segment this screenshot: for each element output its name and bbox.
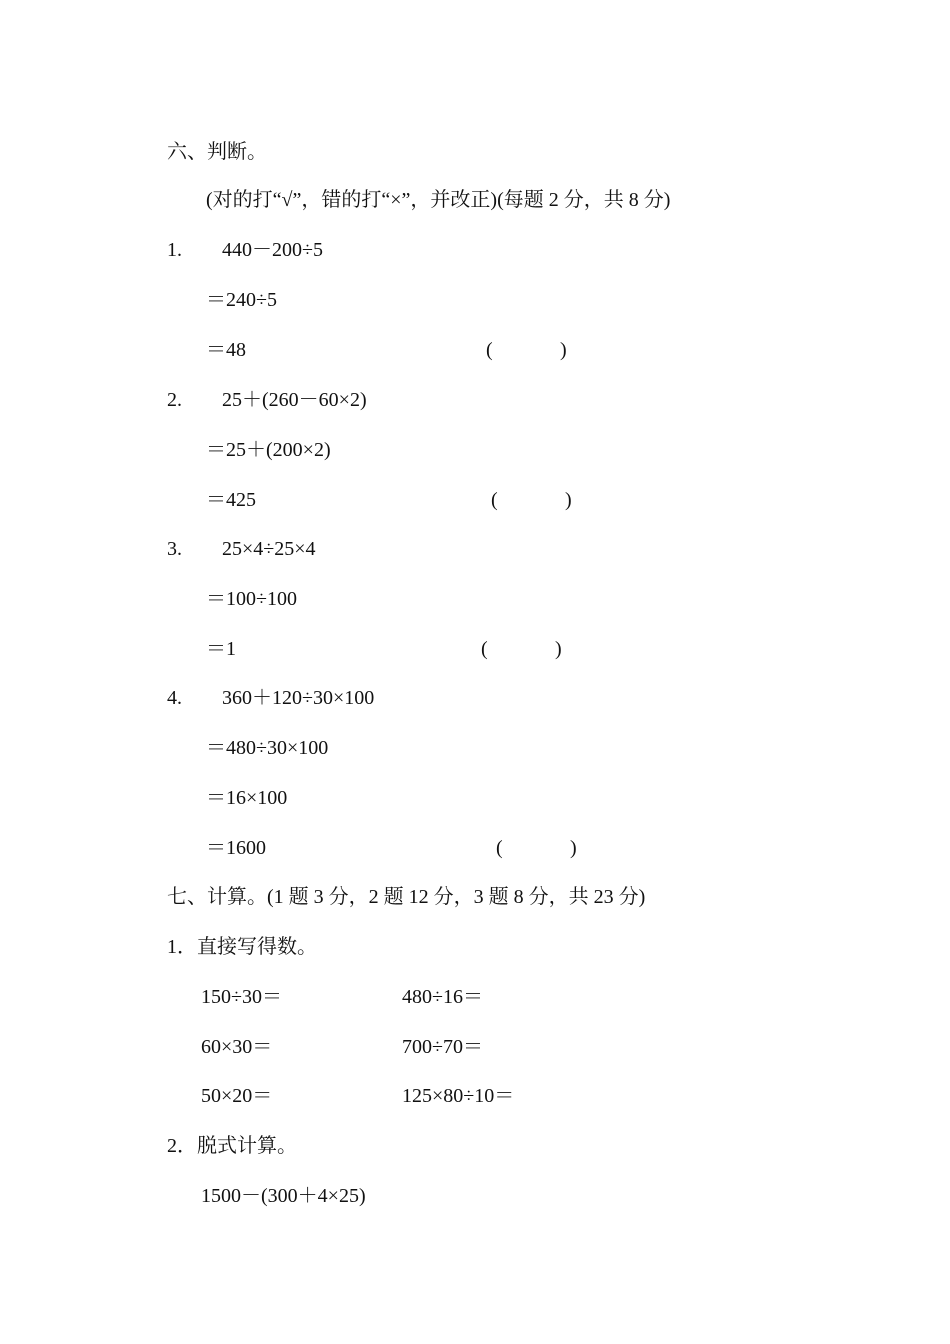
answer-bracket-open[interactable]: (	[481, 638, 488, 660]
answer-bracket-close[interactable]: )	[560, 339, 567, 361]
answer-bracket-close[interactable]: )	[555, 638, 562, 660]
oral-calc-item: 50×20＝	[201, 1085, 273, 1107]
answer-bracket-close[interactable]: )	[565, 489, 572, 511]
oral-calc-item: 150÷30＝	[201, 986, 282, 1008]
problem-step: ＝16×100	[206, 787, 288, 809]
oral-calc-item: 700÷70＝	[402, 1036, 483, 1058]
problem-number: 2.	[167, 389, 182, 411]
part1-title: 1．直接写得数。	[167, 936, 317, 958]
part2-title: 2．脱式计算。	[167, 1135, 297, 1157]
problem-expression: 440－200÷5	[222, 239, 323, 261]
problem-expression: 25×4÷25×4	[222, 538, 316, 560]
oral-calc-item: 125×80÷10＝	[402, 1085, 515, 1107]
problem-step: ＝1	[206, 638, 236, 660]
problem-number: 3.	[167, 538, 182, 560]
problem-expression: 25＋(260－60×2)	[222, 389, 367, 411]
oral-calc-item: 480÷16＝	[402, 986, 483, 1008]
stepwise-calc-item: 1500－(300＋4×25)	[201, 1185, 366, 1207]
oral-calc-item: 60×30＝	[201, 1036, 273, 1058]
section7-heading: 七、计算。(1 题 3 分，2 题 12 分，3 题 8 分，共 23 分)	[167, 886, 646, 908]
problem-step: ＝240÷5	[206, 289, 277, 311]
problem-number: 4.	[167, 687, 182, 709]
problem-step: ＝480÷30×100	[206, 737, 329, 759]
problem-step: ＝25＋(200×2)	[206, 439, 331, 461]
problem-step: ＝1600	[206, 837, 266, 859]
problem-expression: 360＋120÷30×100	[222, 687, 375, 709]
section6-instruction: (对的打“√”，错的打“×”，并改正)(每题 2 分，共 8 分)	[206, 189, 671, 211]
answer-bracket-close[interactable]: )	[570, 837, 577, 859]
section6-heading: 六、判断。	[167, 141, 267, 163]
problem-number: 1.	[167, 239, 182, 261]
problem-step: ＝48	[206, 339, 246, 361]
answer-bracket-open[interactable]: (	[496, 837, 503, 859]
problem-step: ＝425	[206, 489, 256, 511]
problem-step: ＝100÷100	[206, 588, 297, 610]
answer-bracket-open[interactable]: (	[491, 489, 498, 511]
answer-bracket-open[interactable]: (	[486, 339, 493, 361]
